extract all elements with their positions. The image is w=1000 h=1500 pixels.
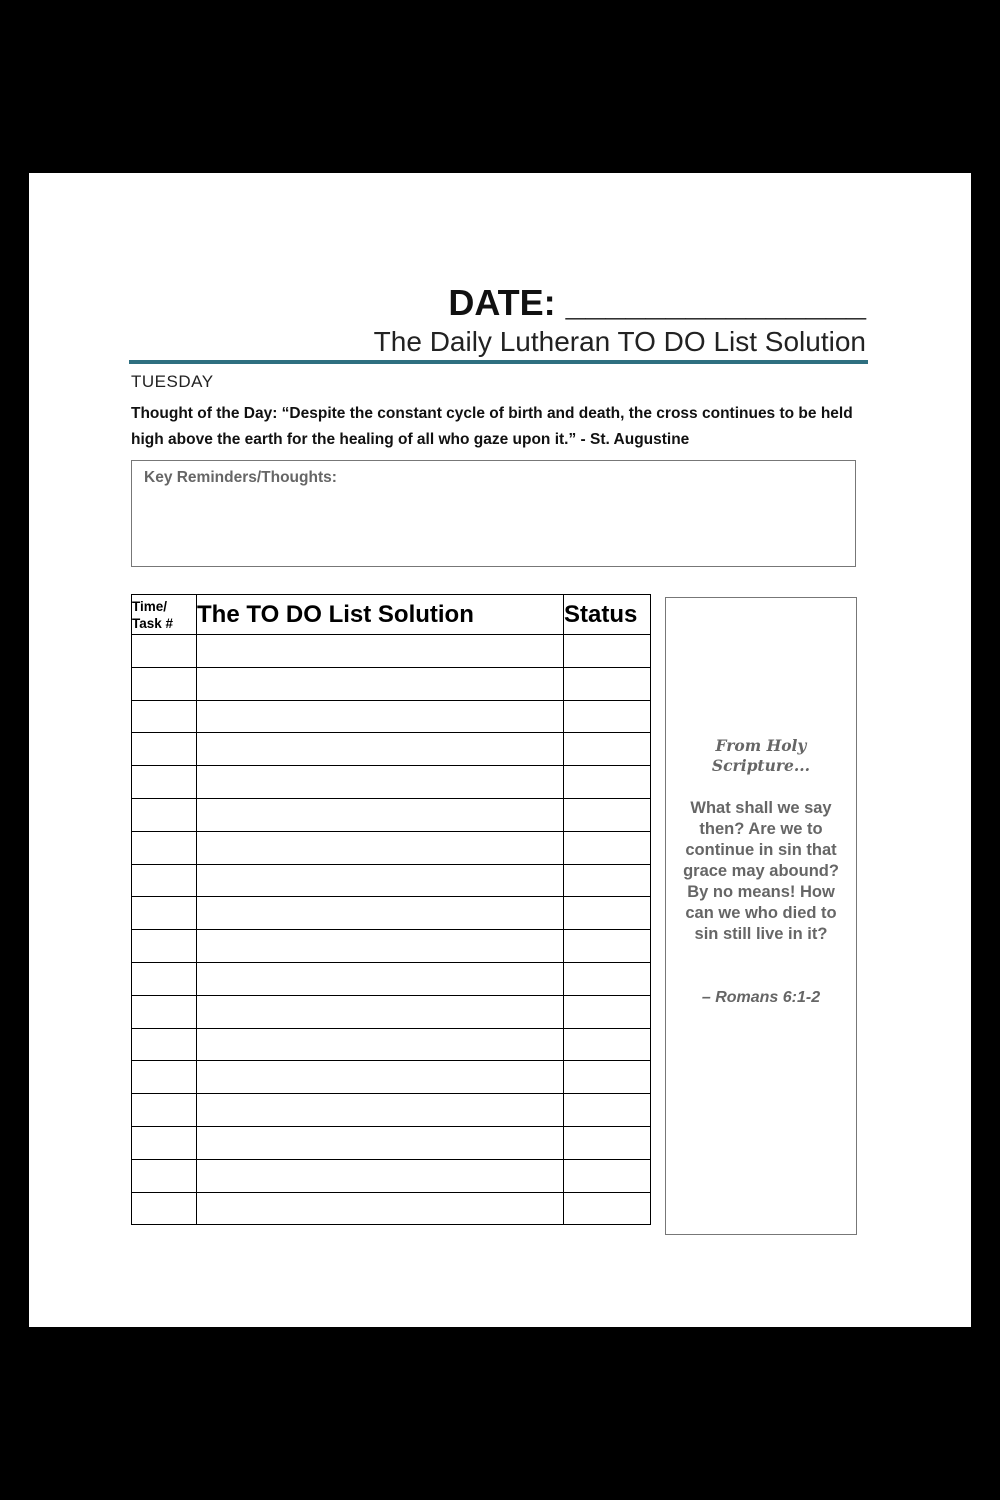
status-cell[interactable] [564, 798, 651, 831]
task-cell[interactable] [197, 798, 564, 831]
status-cell[interactable] [564, 635, 651, 668]
time-task-header: Time/ Task # [132, 595, 197, 635]
header-divider [129, 360, 868, 364]
time-cell[interactable] [132, 995, 197, 1028]
time-cell[interactable] [132, 798, 197, 831]
table-row [132, 1094, 651, 1127]
status-cell[interactable] [564, 766, 651, 799]
task-cell[interactable] [197, 1126, 564, 1159]
task-cell[interactable] [197, 667, 564, 700]
table-row [132, 667, 651, 700]
table-row [132, 635, 651, 668]
task-cell[interactable] [197, 995, 564, 1028]
time-cell[interactable] [132, 700, 197, 733]
status-cell[interactable] [564, 733, 651, 766]
table-row [132, 798, 651, 831]
table-row [132, 1159, 651, 1192]
scripture-verse: What shall we say then? Are we to continue in sin that grace may abound? By no means! How can we who died to sin still live in it? [683, 799, 839, 943]
time-cell[interactable] [132, 733, 197, 766]
table-row [132, 700, 651, 733]
status-cell[interactable] [564, 1192, 651, 1225]
todo-rows [132, 635, 651, 1225]
task-cell[interactable] [197, 897, 564, 930]
todo-header-row [132, 595, 651, 635]
time-cell[interactable] [132, 930, 197, 963]
status-cell[interactable] [564, 1159, 651, 1192]
task-cell[interactable] [197, 733, 564, 766]
table-row [132, 1192, 651, 1225]
time-cell[interactable] [132, 635, 197, 668]
table-row [132, 1061, 651, 1094]
task-cell[interactable] [197, 1159, 564, 1192]
scripture-box [665, 597, 857, 1235]
weekday-label: TUESDAY [131, 372, 214, 391]
task-cell[interactable] [197, 962, 564, 995]
table-row [132, 831, 651, 864]
table-row [132, 1028, 651, 1061]
table-row [132, 930, 651, 963]
planner-page [29, 173, 971, 1327]
time-cell[interactable] [132, 1192, 197, 1225]
table-row [132, 766, 651, 799]
status-cell[interactable] [564, 831, 651, 864]
task-cell[interactable] [197, 831, 564, 864]
status-cell[interactable] [564, 897, 651, 930]
task-cell[interactable] [197, 766, 564, 799]
task-cell[interactable] [197, 1028, 564, 1061]
time-cell[interactable] [132, 1061, 197, 1094]
time-cell[interactable] [132, 1028, 197, 1061]
time-cell[interactable] [132, 1126, 197, 1159]
todo-table [131, 594, 651, 1225]
time-cell[interactable] [132, 897, 197, 930]
table-row [132, 897, 651, 930]
scripture-heading: From Holy Scripture... [711, 736, 811, 775]
time-cell[interactable] [132, 766, 197, 799]
status-cell[interactable] [564, 667, 651, 700]
status-cell[interactable] [564, 864, 651, 897]
task-cell[interactable] [197, 1061, 564, 1094]
status-cell[interactable] [564, 995, 651, 1028]
status-header: Status [564, 595, 651, 635]
todo-list-header: The TO DO List Solution [197, 595, 564, 635]
time-cell[interactable] [132, 1094, 197, 1127]
key-reminders-label: Key Reminders/Thoughts: [144, 469, 337, 486]
key-reminders-box[interactable] [131, 460, 856, 567]
status-cell[interactable] [564, 700, 651, 733]
time-cell[interactable] [132, 864, 197, 897]
status-cell[interactable] [564, 1094, 651, 1127]
task-cell[interactable] [197, 1192, 564, 1225]
task-cell[interactable] [197, 635, 564, 668]
time-cell[interactable] [132, 1159, 197, 1192]
scripture-reference: – Romans 6:1-2 [701, 989, 821, 1006]
date-field[interactable]: DATE: _______________ [448, 282, 866, 323]
status-cell[interactable] [564, 1028, 651, 1061]
time-cell[interactable] [132, 831, 197, 864]
task-cell[interactable] [197, 930, 564, 963]
table-row [132, 995, 651, 1028]
table-row [132, 733, 651, 766]
status-cell[interactable] [564, 1126, 651, 1159]
status-cell[interactable] [564, 1061, 651, 1094]
task-cell[interactable] [197, 700, 564, 733]
table-row [132, 962, 651, 995]
page-title: The Daily Lutheran TO DO List Solution [373, 326, 866, 357]
status-cell[interactable] [564, 930, 651, 963]
status-cell[interactable] [564, 962, 651, 995]
task-cell[interactable] [197, 864, 564, 897]
time-cell[interactable] [132, 667, 197, 700]
task-cell[interactable] [197, 1094, 564, 1127]
table-row [132, 864, 651, 897]
table-row [132, 1126, 651, 1159]
time-cell[interactable] [132, 962, 197, 995]
thought-of-the-day: Thought of the Day: “Despite the constant cycle of birth and death, the cross continues to be held high above the earth for the healing of all who gaze upon it.” - St. Augustine [131, 405, 853, 448]
